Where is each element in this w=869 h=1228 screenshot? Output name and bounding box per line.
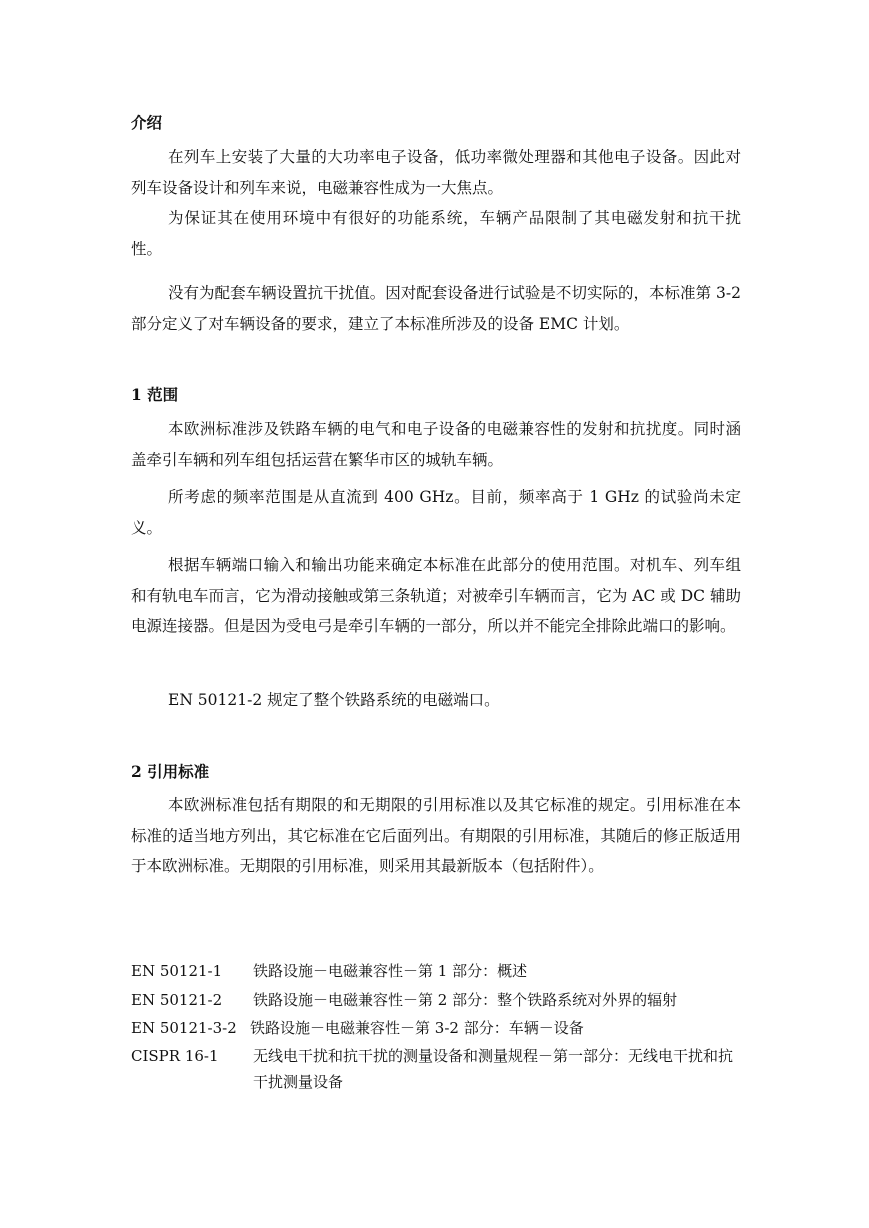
- intro-paragraph-2: 为保证其在使用环境中有很好的功能系统，车辆产品限制了其电磁发射和抗干扰性。: [131, 209, 741, 258]
- reference-code: EN 50121-2: [131, 991, 223, 1009]
- scope-paragraph-3: 根据车辆端口输入和输出功能来确定本标准在此部分的使用范围。对机车、列车组和有轨电车而言，它为滑动接触或第三条轨道；对被牵引车辆而言，它为 AC 或 DC 辅助电源连接器。但是因为受电弓是牵引车辆的一部分，所以并不能完全排除此端口的影响。: [131, 556, 741, 635]
- scope-paragraph-1: 本欧洲标准涉及铁路车辆的电气和电子设备的电磁兼容性的发射和抗扰度。同时涵盖牵引车辆和列车组包括运营在繁华市区的城轨车辆。: [131, 420, 741, 469]
- reference-title: 无线电干扰和抗干扰的测量设备和测量规程－第一部分：无线电干扰和抗干扰测量设备: [253, 1047, 734, 1091]
- reference-code: EN 50121-1: [131, 962, 223, 980]
- scope-paragraph-4: EN 50121-2 规定了整个铁路系统的电磁端口。: [168, 691, 500, 709]
- references-heading: 2 引用标准: [131, 762, 210, 781]
- intro-paragraph-3: 没有为配套车辆设置抗干扰值。因对配套设备进行试验是不切实际的，本标准第 3-2 部分定义了对车辆设备的要求，建立了本标准所涉及的设备 EMC 计划。: [131, 284, 741, 333]
- scope-heading: 1 范围: [131, 385, 179, 404]
- intro-heading: 介绍: [131, 113, 163, 132]
- intro-paragraph-1: 在列车上安装了大量的大功率电子设备，低功率微处理器和其他电子设备。因此对列车设备设计和列车来说，电磁兼容性成为一大焦点。: [131, 148, 741, 197]
- reference-code: CISPR 16-1: [131, 1047, 219, 1065]
- reference-code: EN 50121-3-2: [131, 1019, 237, 1037]
- scope-paragraph-2: 所考虑的频率范围是从直流到 400 GHz。目前，频率高于 1 GHz 的试验尚未定义。: [131, 488, 741, 537]
- reference-title: 铁路设施－电磁兼容性－第 2 部分：整个铁路系统对外界的辐射: [253, 991, 678, 1009]
- reference-title: 铁路设施－电磁兼容性－第 1 部分：概述: [253, 962, 528, 980]
- references-paragraph-1: 本欧洲标准包括有期限的和无期限的引用标准以及其它标准的规定。引用标准在本标准的适当地方列出，其它标准在它后面列出。有期限的引用标准，其随后的修正版适用于本欧洲标准。无期限的引用标准，则采用其最新版本（包括附件）。: [131, 796, 741, 875]
- reference-title: 铁路设施－电磁兼容性－第 3-2 部分：车辆－设备: [250, 1019, 584, 1037]
